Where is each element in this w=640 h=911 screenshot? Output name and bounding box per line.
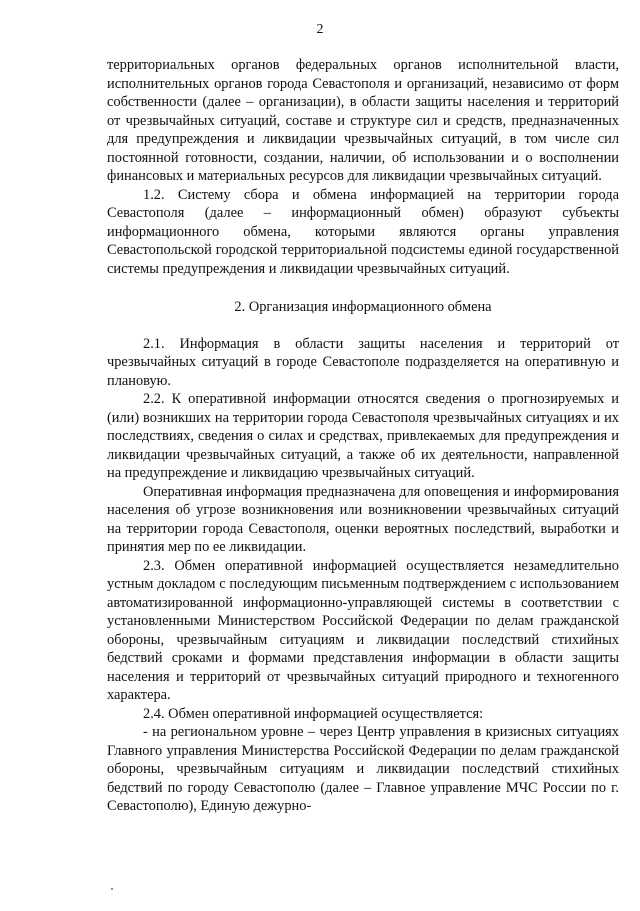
paragraph-continuation: территориальных органов федеральных органов исполнительной власти, исполнительных органов города Севастополя и организаций, независимо от форм собственности (далее – организации), в области защиты населения и территорий от чрезвычайных ситуаций, составе и структуре сил и средств, предназначенных для предупреждения и ликвидации чрезвычайных ситуаций, в том числе сил постоянной готовности, создании, наличии, об использовании и о восполнении финансовых и материальных ресурсов для ликвидации чрезвычайных ситуаций. xyxy=(107,57,619,184)
paragraph-2-2: 2.2. К оперативной информации относятся сведения о прогнозируемых и (или) возникших на территории города Севастополя чрезвычайных ситуациях и их последствиях, сведения о силах и средствах, привлекаемых для предупреждения и ликвидации чрезвычайных ситуаций, а также об их деятельности, направленной на предупреждение и ликвидацию чрезвычайных ситуаций. xyxy=(107,391,619,481)
paragraph-2-1: 2.1. Информация в области защиты населения и территорий от чрезвычайных ситуаций в городе Севастополе подразделяется на оперативную и плановую. xyxy=(107,335,619,389)
paragraph-regional-level: - на региональном уровне – через Центр управления в кризисных ситуациях Главного управления Министерства Российской Федерации по делам гражданской обороны, чрезвычайным ситуациям и ликвидации последствий стихийных бедствий по городу Севастополю (далее – Главное управление МЧС России по г. Севастополю), Единую дежурно- xyxy=(107,724,619,814)
paragraph-operational-info: Оперативная информация предназначена для оповещения и информирования населения об угрозе возникновения или возникновении чрезвычайных ситуаций на территории города Севастополя, оценки вероятных последствий, выработки и принятия мер по ее ликвидации. xyxy=(107,483,619,555)
document-body xyxy=(107,56,619,816)
section-heading: 2. Организация информационного обмена xyxy=(234,299,492,315)
scan-speck xyxy=(111,888,113,890)
paragraph-2-4: 2.4. Обмен оперативной информацией осуществляется: xyxy=(143,705,484,722)
page-number: 2 xyxy=(316,22,324,37)
paragraph-1-2: 1.2. Систему сбора и обмена информацией на территории города Севастополя (далее – информационный обмен) образуют субъекты информационного обмена, которыми являются органы управления Севастопольской городской территориальной подсистемы единой государственной системы предупреждения и ликвидации чрезвычайных ситуаций. xyxy=(107,186,619,277)
paragraph-2-3: 2.3. Обмен оперативной информацией осуществляется незамедлительно устным докладом с последующим письменным подтверждением с использованием автоматизированной информационно-управляющей системы в соответствии с установленными Министерством Российской Федерации по делам гражданской обороны, чрезвычайным ситуациям и ликвидации последствий стихийных бедствий сроками и формами представления информации в области защиты населения и территорий от чрезвычайных ситуаций природного и техногенного характера. xyxy=(107,557,619,703)
